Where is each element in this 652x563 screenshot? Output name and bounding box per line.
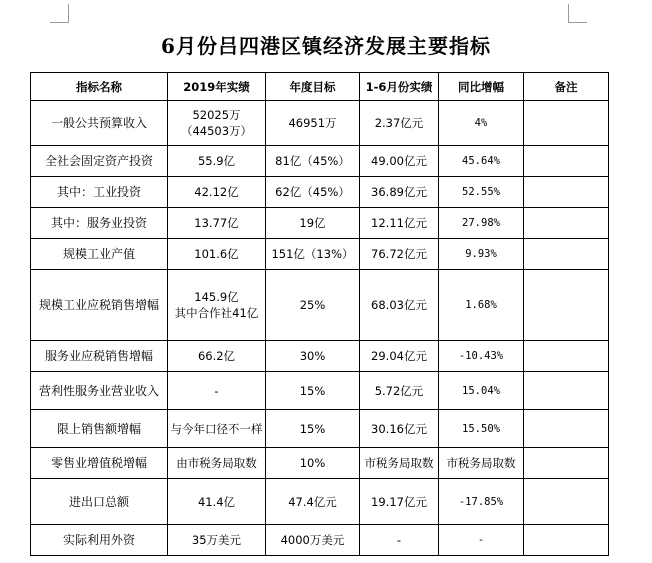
jan-jun-actual-cell: 2.37亿元 — [360, 101, 439, 146]
actual-2019-note: 其中合作社41亿 — [174, 306, 259, 320]
jan-jun-actual-cell: 29.04亿元 — [360, 341, 439, 372]
actual-2019-value: 13.77亿 — [194, 216, 239, 230]
indicator-name-cell: 限上销售额增幅 — [31, 410, 168, 448]
table-row — [31, 177, 609, 208]
annual-target-cell: 15% — [266, 410, 360, 448]
actual-2019-value: 55.9亿 — [197, 154, 236, 168]
jan-jun-actual-cell: 12.11亿元 — [360, 208, 439, 239]
actual-2019-value: 52025万 — [192, 108, 241, 122]
header-indicator-name: 指标名称 — [31, 73, 168, 101]
actual-2019-value: 145.9亿 — [194, 290, 239, 304]
table-header-row — [31, 73, 609, 101]
yoy-growth-cell: -17.85% — [439, 479, 524, 525]
actual-2019-value: 66.2亿 — [197, 349, 236, 363]
jan-jun-actual-cell: 68.03亿元 — [360, 270, 439, 341]
remarks-cell — [524, 479, 609, 525]
actual-2019-cell — [168, 270, 266, 341]
page-corner-mark-right — [568, 4, 587, 23]
remarks-cell — [524, 239, 609, 270]
actual-2019-cell — [168, 239, 266, 270]
annual-target-cell: 25% — [266, 270, 360, 341]
yoy-growth-cell: 45.64% — [439, 146, 524, 177]
annual-target-cell: 46951万 — [266, 101, 360, 146]
jan-jun-actual-cell: 5.72亿元 — [360, 372, 439, 410]
actual-2019-cell — [168, 177, 266, 208]
remarks-cell — [524, 101, 609, 146]
remarks-cell — [524, 448, 609, 479]
page-corner-mark-left — [50, 4, 69, 23]
remarks-cell — [524, 177, 609, 208]
actual-2019-cell — [168, 448, 266, 479]
table-row — [31, 525, 609, 556]
annual-target-cell: 19亿 — [266, 208, 360, 239]
remarks-cell — [524, 341, 609, 372]
annual-target-cell: 62亿（45%） — [266, 177, 360, 208]
table-row — [31, 270, 609, 341]
actual-2019-value: 由市税务局取数 — [176, 456, 257, 470]
indicator-name-cell: 规模工业产值 — [31, 239, 168, 270]
remarks-cell — [524, 146, 609, 177]
actual-2019-cell — [168, 372, 266, 410]
annual-target-cell: 81亿（45%） — [266, 146, 360, 177]
remarks-cell — [524, 525, 609, 556]
table-row — [31, 208, 609, 239]
yoy-growth-cell: -10.43% — [439, 341, 524, 372]
header-2019-actual: 2019年实绩 — [168, 73, 266, 101]
remarks-cell — [524, 372, 609, 410]
jan-jun-actual-cell: 19.17亿元 — [360, 479, 439, 525]
table-row — [31, 479, 609, 525]
indicator-name-cell: 营利性服务业营业收入 — [31, 372, 168, 410]
annual-target-cell: 10% — [266, 448, 360, 479]
indicator-name-cell: 规模工业应税销售增幅 — [31, 270, 168, 341]
indicator-name-cell: 一般公共预算收入 — [31, 101, 168, 146]
yoy-growth-cell: 15.50% — [439, 410, 524, 448]
actual-2019-cell — [168, 101, 266, 146]
yoy-growth-cell: 15.04% — [439, 372, 524, 410]
indicator-name-cell: 零售业增值税增幅 — [31, 448, 168, 479]
table-row — [31, 101, 609, 146]
indicator-table — [30, 72, 609, 556]
jan-jun-actual-cell: 76.72亿元 — [360, 239, 439, 270]
header-yoy-growth: 同比增幅 — [439, 73, 524, 101]
table-row — [31, 410, 609, 448]
indicator-name-cell: 进出口总额 — [31, 479, 168, 525]
indicator-name-cell: 其中：服务业投资 — [31, 208, 168, 239]
remarks-cell — [524, 270, 609, 341]
yoy-growth-cell: 52.55% — [439, 177, 524, 208]
remarks-cell — [524, 208, 609, 239]
annual-target-cell: 30% — [266, 341, 360, 372]
document-title: 6月份吕四港区镇经济发展主要指标 — [161, 34, 491, 58]
remarks-cell — [524, 410, 609, 448]
annual-target-cell: 15% — [266, 372, 360, 410]
annual-target-cell: 151亿（13%） — [266, 239, 360, 270]
actual-2019-note: （44503万） — [180, 124, 253, 138]
actual-2019-value: 101.6亿 — [194, 247, 239, 261]
annual-target-cell: 4000万美元 — [266, 525, 360, 556]
indicator-name-cell: 服务业应税销售增幅 — [31, 341, 168, 372]
actual-2019-cell — [168, 146, 266, 177]
yoy-growth-cell: 9.93% — [439, 239, 524, 270]
annual-target-cell: 47.4亿元 — [266, 479, 360, 525]
jan-jun-actual-cell: 市税务局取数 — [360, 448, 439, 479]
yoy-growth-cell: 4% — [439, 101, 524, 146]
indicator-name-cell: 其中：工业投资 — [31, 177, 168, 208]
table-row — [31, 448, 609, 479]
header-jan-jun-actual: 1-6月份实绩 — [360, 73, 439, 101]
jan-jun-actual-cell: 36.89亿元 — [360, 177, 439, 208]
actual-2019-cell — [168, 410, 266, 448]
actual-2019-value: 35万美元 — [191, 533, 242, 547]
table-row — [31, 341, 609, 372]
jan-jun-actual-cell: 30.16亿元 — [360, 410, 439, 448]
header-remarks: 备注 — [524, 73, 609, 101]
actual-2019-cell — [168, 341, 266, 372]
yoy-growth-cell: 27.98% — [439, 208, 524, 239]
jan-jun-actual-cell: - — [360, 525, 439, 556]
jan-jun-actual-cell: 49.00亿元 — [360, 146, 439, 177]
yoy-growth-cell: 市税务局取数 — [439, 448, 524, 479]
table-row — [31, 372, 609, 410]
actual-2019-value: 42.12亿 — [194, 185, 239, 199]
indicator-name-cell: 全社会固定资产投资 — [31, 146, 168, 177]
table-row — [31, 239, 609, 270]
actual-2019-value: - — [214, 383, 219, 398]
actual-2019-cell — [168, 208, 266, 239]
actual-2019-cell — [168, 525, 266, 556]
yoy-growth-cell: - — [439, 525, 524, 556]
header-annual-target: 年度目标 — [266, 73, 360, 101]
yoy-growth-cell: 1.68% — [439, 270, 524, 341]
actual-2019-cell — [168, 479, 266, 525]
actual-2019-value: 41.4亿 — [197, 494, 236, 509]
indicator-name-cell: 实际利用外资 — [31, 525, 168, 556]
table-row — [31, 146, 609, 177]
actual-2019-value: 与今年口径不一样 — [170, 421, 263, 436]
